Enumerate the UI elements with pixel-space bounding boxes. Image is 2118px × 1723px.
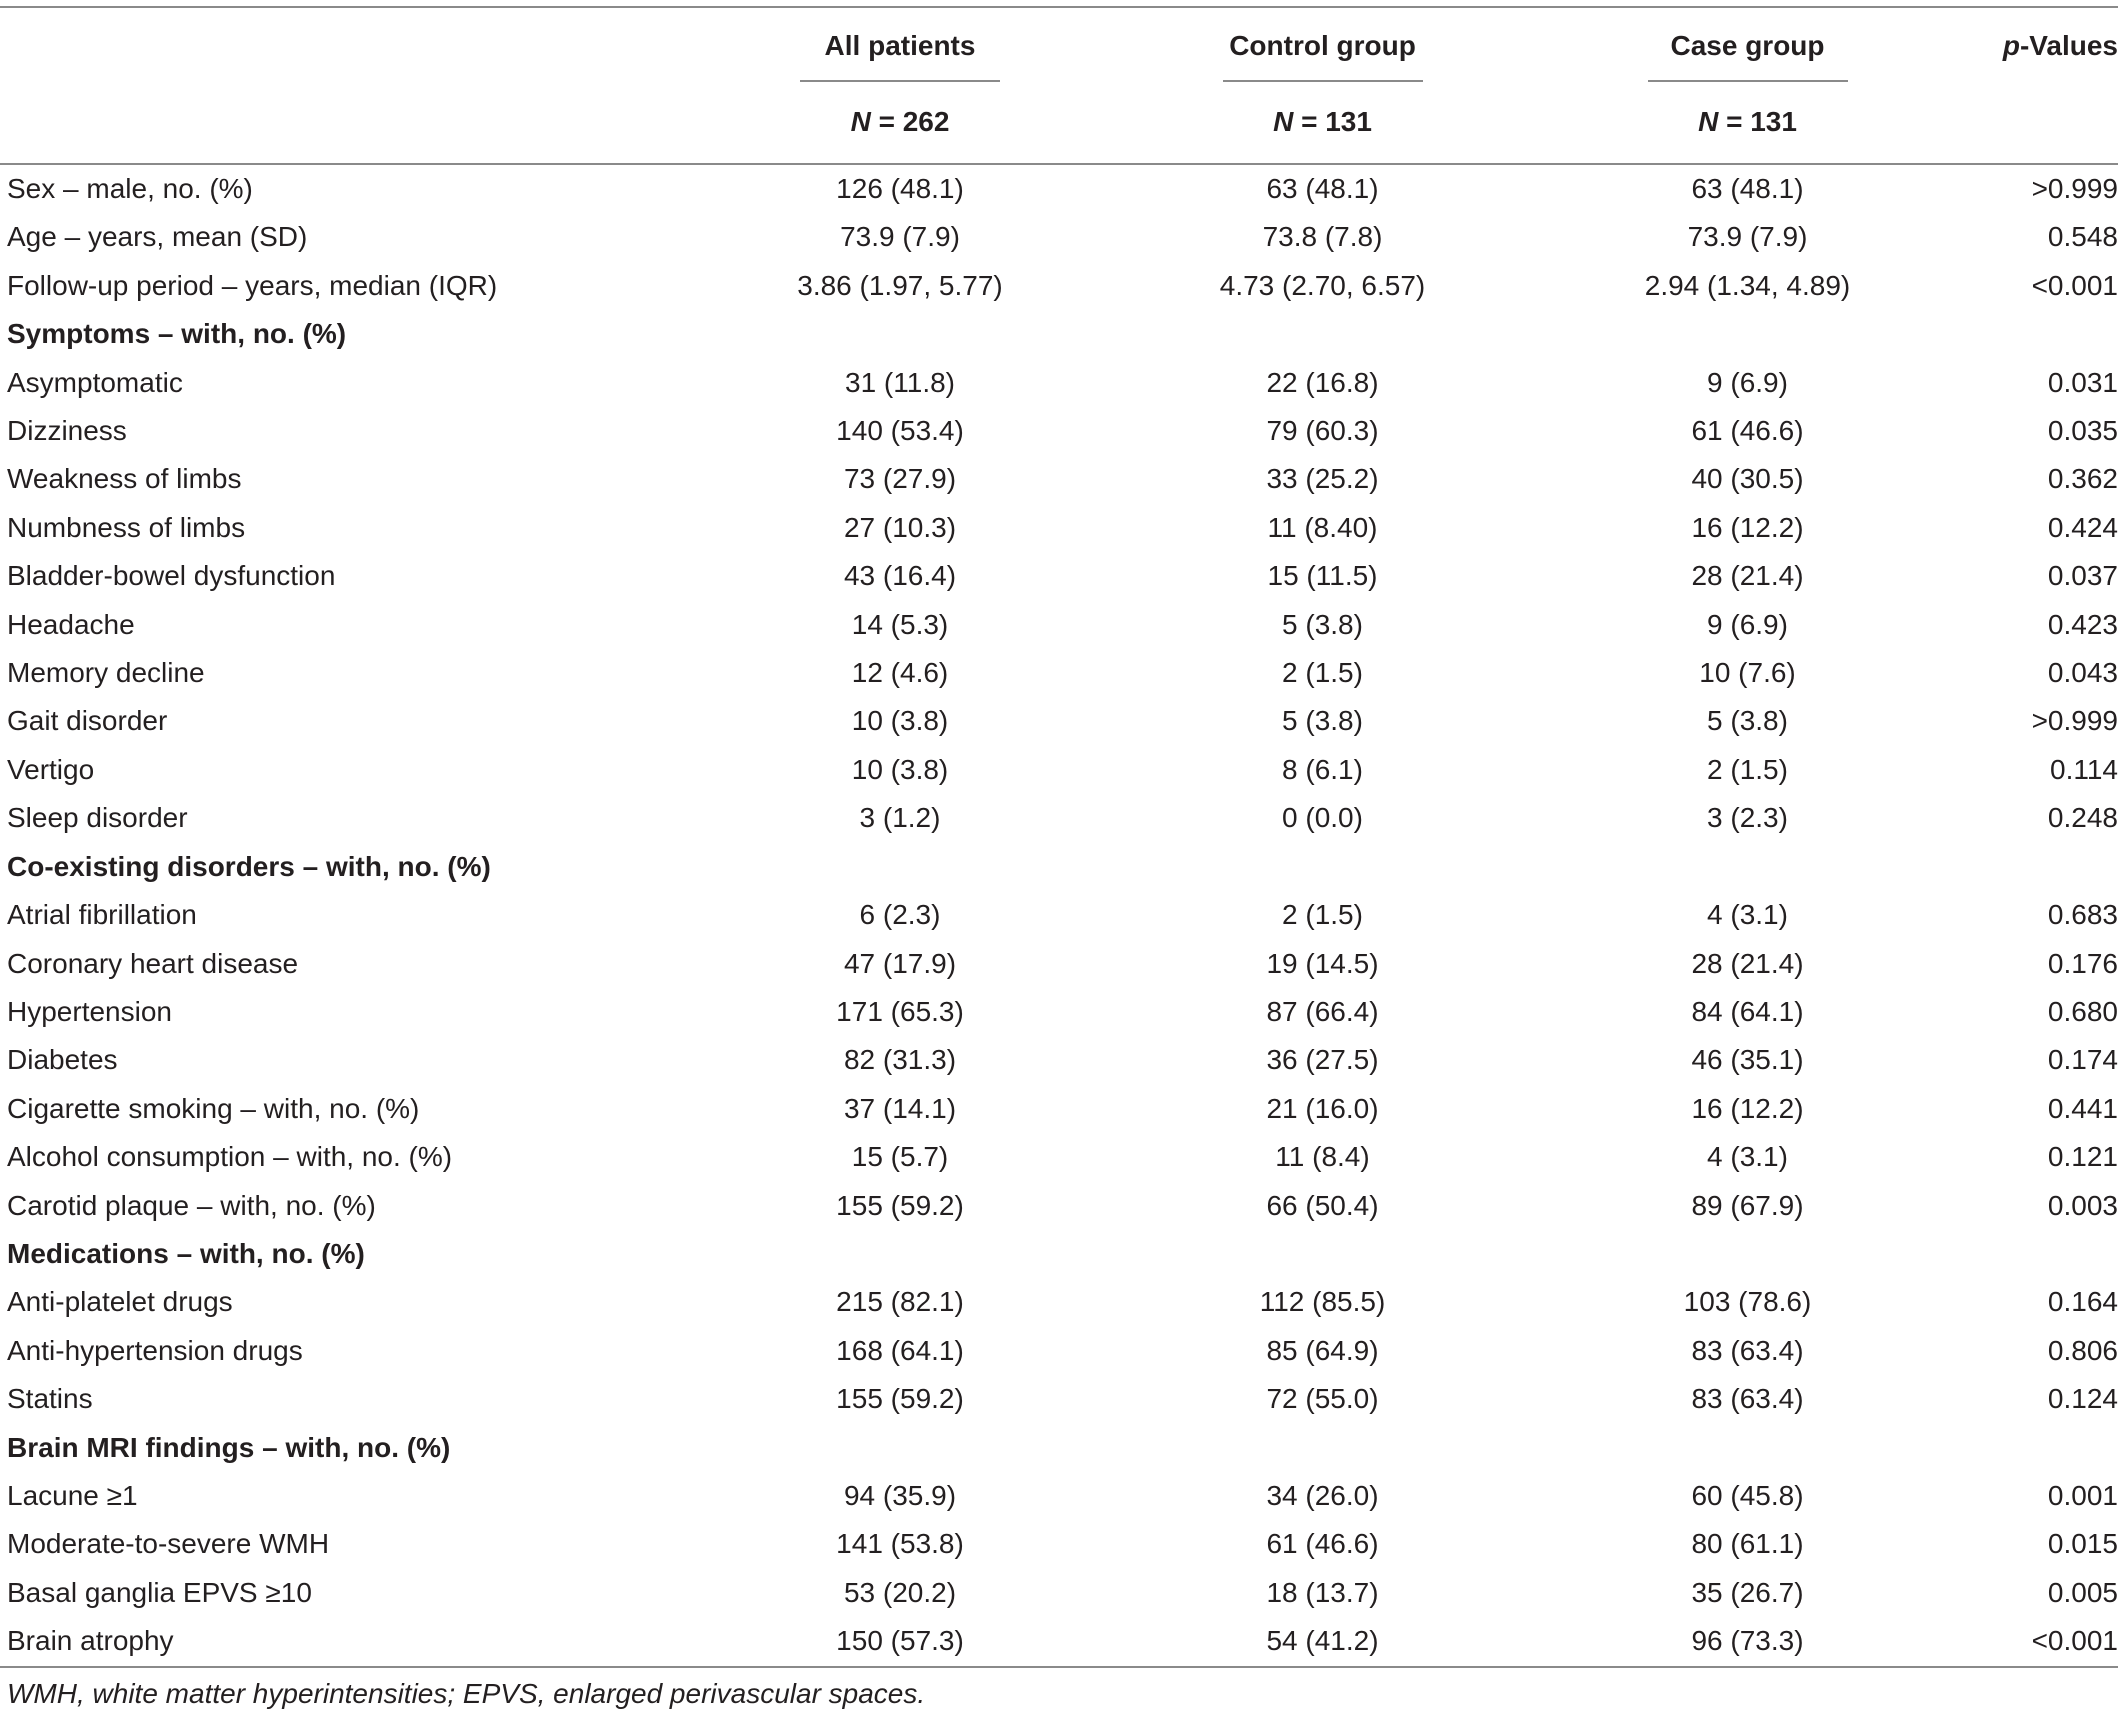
cell-all-patients: 82 (31.3)	[843, 1044, 957, 1076]
cell-control-group: 11 (8.4)	[1275, 1141, 1370, 1173]
section-header-row	[0, 310, 2118, 358]
cell-p-value: 0.176	[2047, 947, 2118, 979]
cell-control-group: 34 (26.0)	[1266, 1479, 1379, 1511]
cell-control-group: 36 (27.5)	[1266, 1044, 1379, 1076]
row-label: Vertigo	[7, 753, 95, 785]
row-label: Lacune ≥1	[7, 1479, 138, 1511]
cell-p-value: 0.424	[2047, 511, 2118, 543]
cell-case-group: 63 (48.1)	[1691, 173, 1804, 204]
cell-p-value: 0.124	[2047, 1383, 2118, 1415]
table-row	[0, 407, 2118, 455]
row-label: Cigarette smoking – with, no. (%)	[7, 1092, 420, 1124]
cell-control-group: 73.8 (7.8)	[1262, 221, 1383, 253]
table-row	[0, 1617, 2118, 1666]
cell-all-patients: 215 (82.1)	[836, 1286, 964, 1318]
cell-p-value: 0.121	[2047, 1141, 2118, 1173]
table-row	[0, 940, 2118, 988]
cell-all-patients: 43 (16.4)	[843, 560, 957, 592]
cell-all-patients: 14 (5.3)	[851, 608, 949, 640]
section-header-row	[0, 1230, 2118, 1278]
table-row	[0, 649, 2118, 697]
cell-control-group: 54 (41.2)	[1110, 1617, 1535, 1666]
cell-all-patients: 6 (2.3)	[859, 899, 941, 931]
cell-all-patients: 73.9 (7.9)	[840, 221, 960, 253]
cell-control-group: 19 (14.5)	[1266, 947, 1379, 979]
cell-all-patients: 141 (53.8)	[836, 1528, 964, 1560]
cell-case-group: 16 (12.2)	[1691, 1092, 1804, 1124]
cell-p-value: 0.164	[2047, 1286, 2118, 1318]
table-row	[0, 988, 2118, 1036]
cell-all-patients: 126 (48.1)	[836, 173, 964, 204]
cell-all-patients: 94 (35.9)	[843, 1479, 957, 1511]
cell-all-patients: 37 (14.1)	[843, 1092, 957, 1124]
cell-control-group: 4.73 (2.70, 6.57)	[1219, 269, 1426, 301]
row-label: Carotid plaque – with, no. (%)	[7, 1189, 376, 1221]
cell-all-patients: 31 (11.8)	[845, 366, 955, 398]
section-header-label: Co-existing disorders – with, no. (%)	[7, 850, 491, 882]
cell-all-patients: 53 (20.2)	[843, 1576, 957, 1608]
header-all-patients: All patients	[690, 7, 1110, 80]
cell-control-group: 11 (8.40)	[1267, 511, 1378, 543]
table-row	[0, 1327, 2118, 1375]
row-label: Brain atrophy	[0, 1617, 690, 1666]
cell-case-group: 28 (21.4)	[1691, 947, 1804, 979]
table-footnote: WMH, white matter hyperintensities; EPVS, enlarged perivascular spaces.	[7, 1677, 926, 1709]
cell-p-value: 0.015	[2047, 1528, 2118, 1560]
header-control-group: Control group	[1110, 7, 1535, 80]
cell-control-group: 5 (3.8)	[1282, 608, 1363, 640]
table-row	[0, 262, 2118, 310]
cell-case-group: 103 (78.6)	[1683, 1286, 1812, 1318]
cell-all-patients: 171 (65.3)	[836, 995, 964, 1027]
header-p-rest: -Values	[2019, 30, 2118, 61]
row-label: Follow-up period – years, median (IQR)	[7, 269, 498, 301]
row-label: Dizziness	[7, 415, 127, 447]
cell-p-value: 0.001	[2047, 1479, 2118, 1511]
table-row	[0, 359, 2118, 407]
cell-control-group: 79 (60.3)	[1266, 415, 1379, 447]
row-label: Numbness of limbs	[7, 511, 246, 543]
cell-p-value: 0.031	[2047, 366, 2118, 398]
row-label: Anti-platelet drugs	[7, 1286, 233, 1318]
cell-control-group: 0 (0.0)	[1282, 802, 1363, 834]
cell-case-group: 2.94 (1.34, 4.89)	[1644, 269, 1851, 301]
cell-case-group: 89 (67.9)	[1691, 1189, 1804, 1221]
table-row	[0, 455, 2118, 503]
cell-all-patients: 155 (59.2)	[836, 1189, 964, 1221]
cell-case-group: 73.9 (7.9)	[1687, 221, 1808, 253]
cell-control-group: 112 (85.5)	[1259, 1286, 1386, 1318]
header-row-labels	[0, 7, 2118, 80]
cell-control-group: 5 (3.8)	[1282, 705, 1363, 737]
cell-control-group: 87 (66.4)	[1266, 995, 1379, 1027]
section-header-row	[0, 1424, 2118, 1472]
cell-p-value: 0.174	[2047, 1044, 2118, 1076]
n-prefix-control: N	[1273, 106, 1294, 137]
header-n-empty-cell	[0, 80, 690, 164]
cell-p-value: 0.035	[2047, 415, 2118, 447]
cell-case-group: 28 (21.4)	[1691, 560, 1804, 592]
table-row	[0, 697, 2118, 745]
row-label: Sleep disorder	[7, 802, 188, 834]
table-row	[0, 1182, 2118, 1230]
cell-p-value: 0.043	[2047, 657, 2118, 689]
cell-all-patients: 10 (3.8)	[851, 705, 949, 737]
row-label: Age – years, mean (SD)	[7, 221, 308, 253]
header-p-italic: p	[2002, 30, 2020, 61]
table-row	[0, 164, 2118, 213]
cell-control-group: 8 (6.1)	[1282, 753, 1363, 785]
row-label: Atrial fibrillation	[7, 899, 197, 931]
table-row	[0, 213, 2118, 261]
cell-control-group: 15 (11.5)	[1267, 560, 1378, 592]
cell-case-group: 84 (64.1)	[1691, 995, 1804, 1027]
cell-case-group: 2 (1.5)	[1707, 753, 1788, 785]
cell-all-patients: 168 (64.1)	[836, 1334, 964, 1366]
cell-p-value: 0.003	[2047, 1189, 2118, 1221]
row-label: Memory decline	[7, 657, 205, 689]
table-row	[0, 1520, 2118, 1568]
cell-case-group: 9 (6.9)	[1707, 608, 1788, 640]
cell-all-patients: 140 (53.4)	[836, 415, 964, 447]
cell-all-patients: 15 (5.7)	[851, 1141, 949, 1173]
row-label: Alcohol consumption – with, no. (%)	[7, 1141, 453, 1173]
cell-case-group: 16 (12.2)	[1691, 511, 1804, 543]
row-label: Weakness of limbs	[7, 463, 242, 495]
row-label: Basal ganglia EPVS ≥10	[7, 1576, 312, 1608]
section-header-label: Symptoms – with, no. (%)	[7, 318, 347, 350]
n-value-all: = 262	[870, 106, 950, 137]
row-label: Coronary heart disease	[7, 947, 299, 979]
table-row	[0, 601, 2118, 649]
table-body	[0, 164, 2118, 1667]
table-row	[0, 1036, 2118, 1084]
cell-p-value: 0.441	[2047, 1092, 2118, 1124]
row-label: Hypertension	[7, 995, 172, 1027]
cell-case-group: 80 (61.1)	[1691, 1528, 1804, 1560]
cell-p-value: <0.001	[2031, 269, 2118, 301]
cell-case-group: 5 (3.8)	[1707, 705, 1788, 737]
cell-case-group: 4 (3.1)	[1707, 1141, 1788, 1173]
table-row	[0, 1085, 2118, 1133]
cell-all-patients: 27 (10.3)	[843, 511, 957, 543]
cell-case-group: 61 (46.6)	[1691, 415, 1804, 447]
table-row	[0, 1569, 2118, 1617]
cell-p-value: 0.005	[2047, 1576, 2118, 1608]
section-header-label: Medications – with, no. (%)	[7, 1237, 365, 1269]
row-label: Bladder-bowel dysfunction	[7, 560, 336, 592]
n-value-case: = 131	[1718, 106, 1797, 137]
row-label: Moderate-to-severe WMH	[7, 1528, 330, 1560]
cell-case-group: 9 (6.9)	[1707, 366, 1788, 398]
section-header-label: Brain MRI findings – with, no. (%)	[7, 1431, 451, 1463]
table-row	[0, 504, 2118, 552]
cell-all-patients: 155 (59.2)	[836, 1383, 964, 1415]
cell-all-patients: 10 (3.8)	[851, 753, 949, 785]
row-label: Diabetes	[7, 1044, 118, 1076]
cell-all-patients: 12 (4.6)	[851, 657, 949, 689]
table-row	[0, 746, 2118, 794]
cell-case-group: 83 (63.4)	[1691, 1383, 1804, 1415]
cell-control-group: 22 (16.8)	[1266, 366, 1379, 398]
n-prefix-case: N	[1698, 106, 1719, 137]
cell-case-group: 46 (35.1)	[1691, 1044, 1804, 1076]
table-row	[0, 1278, 2118, 1326]
cell-p-value: 0.362	[2047, 463, 2118, 495]
row-label: Gait disorder	[7, 705, 168, 737]
cell-p-value: >0.999	[2031, 705, 2118, 737]
row-label: Sex – male, no. (%)	[7, 173, 253, 204]
cell-all-patients: 3 (1.2)	[859, 802, 941, 834]
cell-all-patients: 3.86 (1.97, 5.77)	[797, 269, 1003, 301]
table-header	[0, 7, 2118, 164]
cell-p-value: <0.001	[1960, 1617, 2118, 1666]
table-row	[0, 794, 2118, 842]
cell-control-group: 63 (48.1)	[1266, 173, 1379, 204]
header-row-n	[0, 80, 2118, 164]
table-row	[0, 1472, 2118, 1520]
header-n-p-empty-cell	[1960, 80, 2118, 164]
cell-control-group: 66 (50.4)	[1266, 1189, 1379, 1221]
cell-case-group: 60 (45.8)	[1691, 1479, 1804, 1511]
header-n-case	[1535, 80, 1960, 164]
cell-control-group: 2 (1.5)	[1282, 657, 1363, 689]
cell-control-group: 2 (1.5)	[1282, 899, 1363, 931]
cell-p-value: 0.114	[2050, 753, 2118, 785]
cell-p-value: 0.423	[2047, 608, 2118, 640]
header-case-group: Case group	[1535, 7, 1960, 80]
cell-control-group: 33 (25.2)	[1266, 463, 1379, 495]
cell-all-patients: 150 (57.3)	[690, 1617, 1110, 1666]
cell-control-group: 85 (64.9)	[1266, 1334, 1379, 1366]
section-header-row	[0, 843, 2118, 891]
table-row	[0, 891, 2118, 939]
cell-p-value: 0.548	[2047, 221, 2118, 253]
table-row	[0, 1375, 2118, 1423]
cell-p-value: 0.683	[2047, 899, 2118, 931]
cell-case-group: 83 (63.4)	[1691, 1334, 1804, 1366]
n-value-control: = 131	[1293, 106, 1372, 137]
cell-p-value: 0.680	[2047, 995, 2118, 1027]
row-label: Statins	[7, 1383, 93, 1415]
header-empty-cell	[0, 7, 690, 80]
cell-all-patients: 47 (17.9)	[843, 947, 957, 979]
table-row	[0, 1133, 2118, 1181]
cell-all-patients: 73 (27.9)	[843, 463, 957, 495]
cell-case-group: 35 (26.7)	[1691, 1576, 1804, 1608]
cell-case-group: 96 (73.3)	[1535, 1617, 1960, 1666]
row-label: Asymptomatic	[7, 366, 183, 398]
table-row	[0, 552, 2118, 600]
cell-control-group: 18 (13.7)	[1266, 1576, 1379, 1608]
cell-p-value: 0.248	[2047, 802, 2118, 834]
header-p-values	[1960, 7, 2118, 80]
cell-control-group: 21 (16.0)	[1266, 1092, 1379, 1124]
row-label: Anti-hypertension drugs	[7, 1334, 303, 1366]
cell-p-value: 0.037	[2047, 560, 2118, 592]
row-label: Headache	[7, 608, 135, 640]
cell-case-group: 10 (7.6)	[1699, 657, 1796, 689]
cell-p-value: >0.999	[2031, 173, 2118, 204]
cell-control-group: 61 (46.6)	[1266, 1528, 1379, 1560]
cell-case-group: 4 (3.1)	[1707, 899, 1788, 931]
baseline-characteristics-table	[0, 6, 2118, 1668]
cell-p-value: 0.806	[2047, 1334, 2118, 1366]
cell-control-group: 72 (55.0)	[1266, 1383, 1379, 1415]
cell-case-group: 3 (2.3)	[1707, 802, 1788, 834]
header-n-all	[690, 80, 1110, 164]
cell-case-group: 40 (30.5)	[1691, 463, 1804, 495]
header-n-control	[1110, 80, 1535, 164]
n-prefix-all: N	[850, 106, 871, 137]
